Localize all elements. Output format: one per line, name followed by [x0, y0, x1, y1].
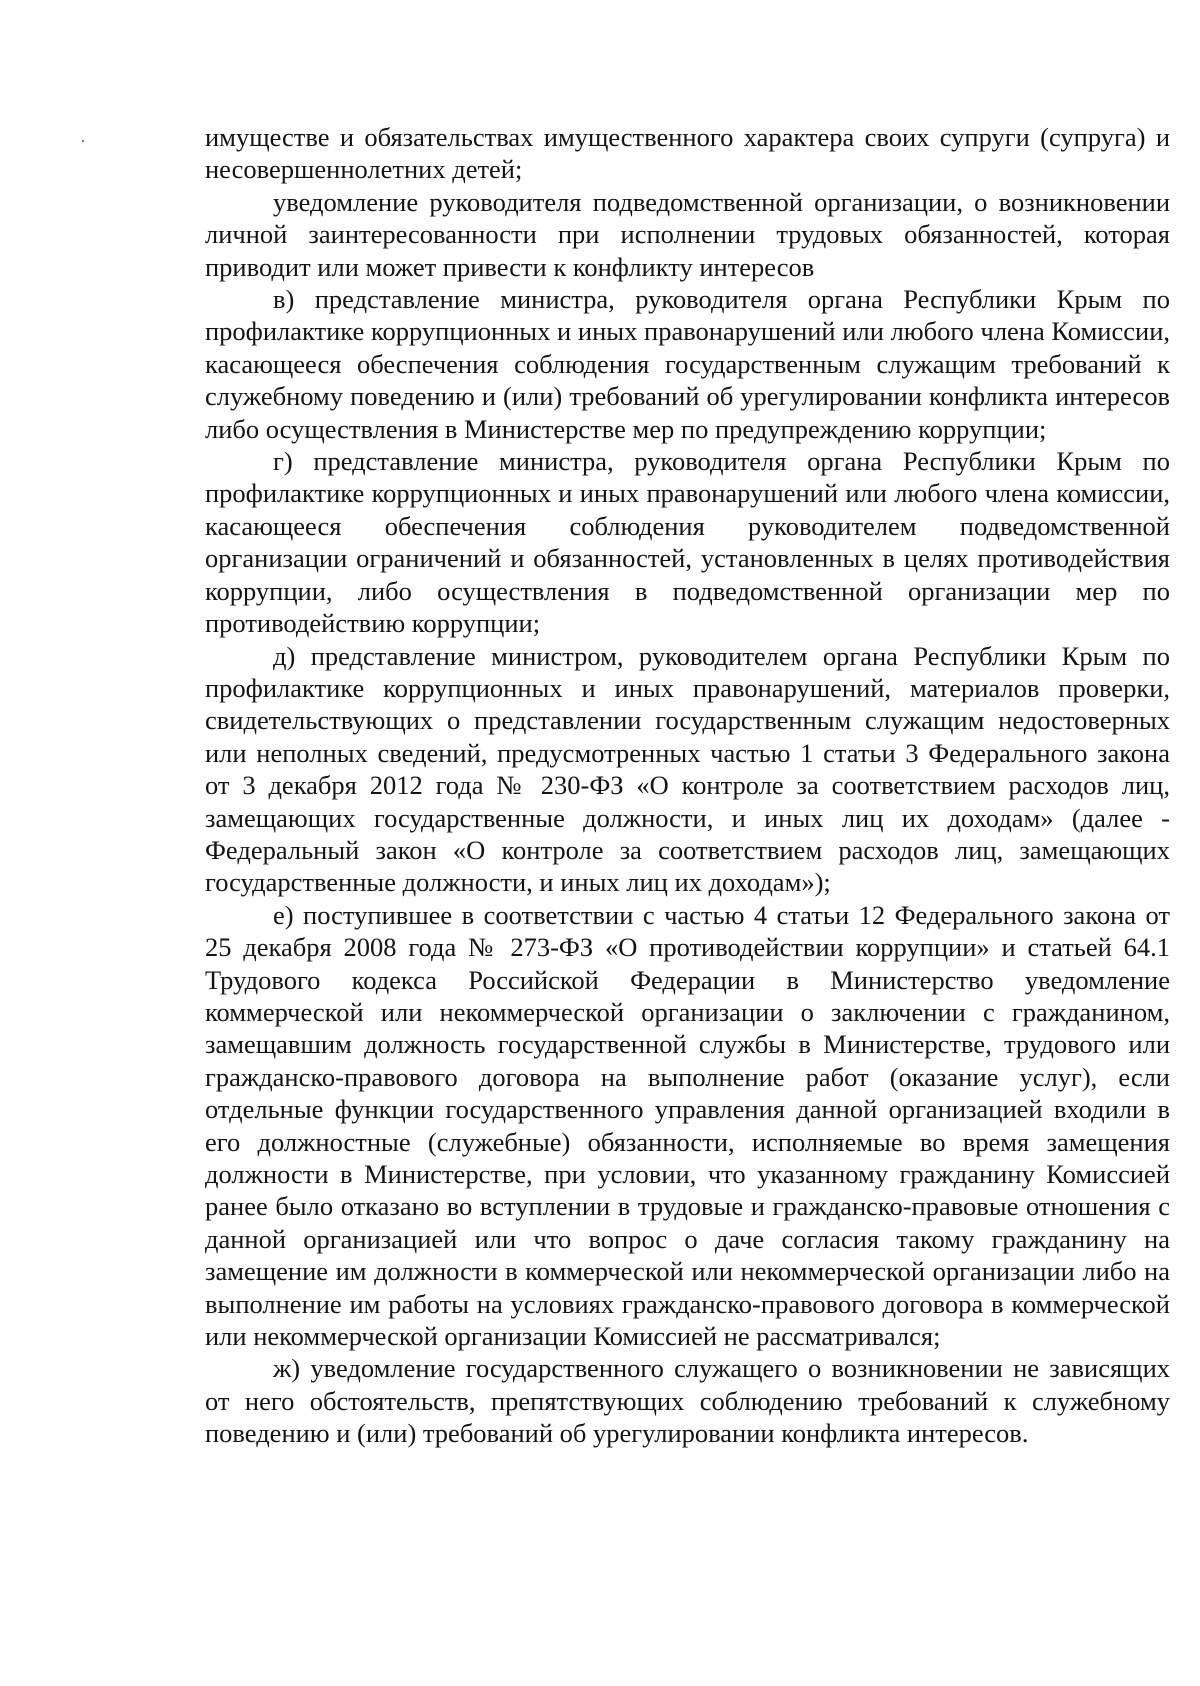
paragraph-item-d: д) представление министром, руководителем органа Республики Крым по профилактике коррупционных и иных правонарушений, материалов проверки, свидетельствующих о представлении государственным служащим недостоверных или неполных сведений, предусмотренных частью 1 статьи 3 Федерального закона от 3 декабря 2012 года № 230-ФЗ «О контроле за соответствием расходов лиц, замещающих государственные должности, и иных лиц их доходам» (далее - Федеральный закон «О контроле за соответствием расходов лиц, замещающих государственные должности, и иных лиц их доходам»); — [205, 640, 1170, 898]
scan-artifact — [82, 140, 84, 142]
paragraph-item-zh: ж) уведомление государственного служащего о возникновении не зависящих от него обстоятельств, препятствующих соблюдению требований к служебному поведению и (или) требований об урегулировании конфликта интересов. — [205, 1353, 1170, 1449]
paragraph-item-e: е) поступившее в соответствии с частью 4 статьи 12 Федерального закона от 25 декабря 2008 года № 273-ФЗ «О противодействии коррупции» и статьей 64.1 Трудового кодекса Российской Федерации в Министерство уведомление коммерческой или некоммерческой организации о заключении с гражданином, замещавшим должность государственной службы в Министерстве, трудового или гражданско-правового договора на выполнение работ (оказание услуг), если отдельные функции государственного управления данной организацией входили в его должностные (служебные) обязанности, исполняемые во время замещения должности в Министерстве, при условии, что указанному гражданину Комиссией ранее было отказано во вступлении в трудовые и гражданско-правовые отношения с данной организацией или что вопрос о даче согласия такому гражданину на замещение им должности в коммерческой или некоммерческой организации либо на выполнение им работы на условиях гражданско-правового договора в коммерческой или некоммерческой организации Комиссией не рассматривался; — [205, 899, 1170, 1352]
document-body — [205, 121, 1170, 1450]
paragraph-property-continuation: имуществе и обязательствах имущественного характера своих супруги (супруга) и несовершеннолетних детей; — [205, 122, 1170, 185]
paragraph-item-g: г) представление министра, руководителя органа Республики Крым по профилактике коррупционных и иных правонарушений или любого члена комиссии, касающееся обеспечения соблюдения руководителем подведомственной организации ограничений и обязанностей, установленных в целях противодействия коррупции, либо осуществления в подведомственной организации мер по противодействию коррупции; — [205, 446, 1170, 639]
paragraph-item-v: в) представление министра, руководителя органа Республики Крым по профилактике коррупционных и иных правонарушений или любого члена Комиссии, касающееся обеспечения соблюдения государственным служащим требований к служебному поведению и (или) требований об урегулировании конфликта интересов либо осуществления в Министерстве мер по предупреждению коррупции; — [205, 284, 1170, 444]
paragraph-notification-conflict: уведомление руководителя подведомственной организации, о возникновении личной заинтересованности при исполнении трудовых обязанностей, которая приводит или может привести к конфликту интересов — [205, 186, 1170, 282]
